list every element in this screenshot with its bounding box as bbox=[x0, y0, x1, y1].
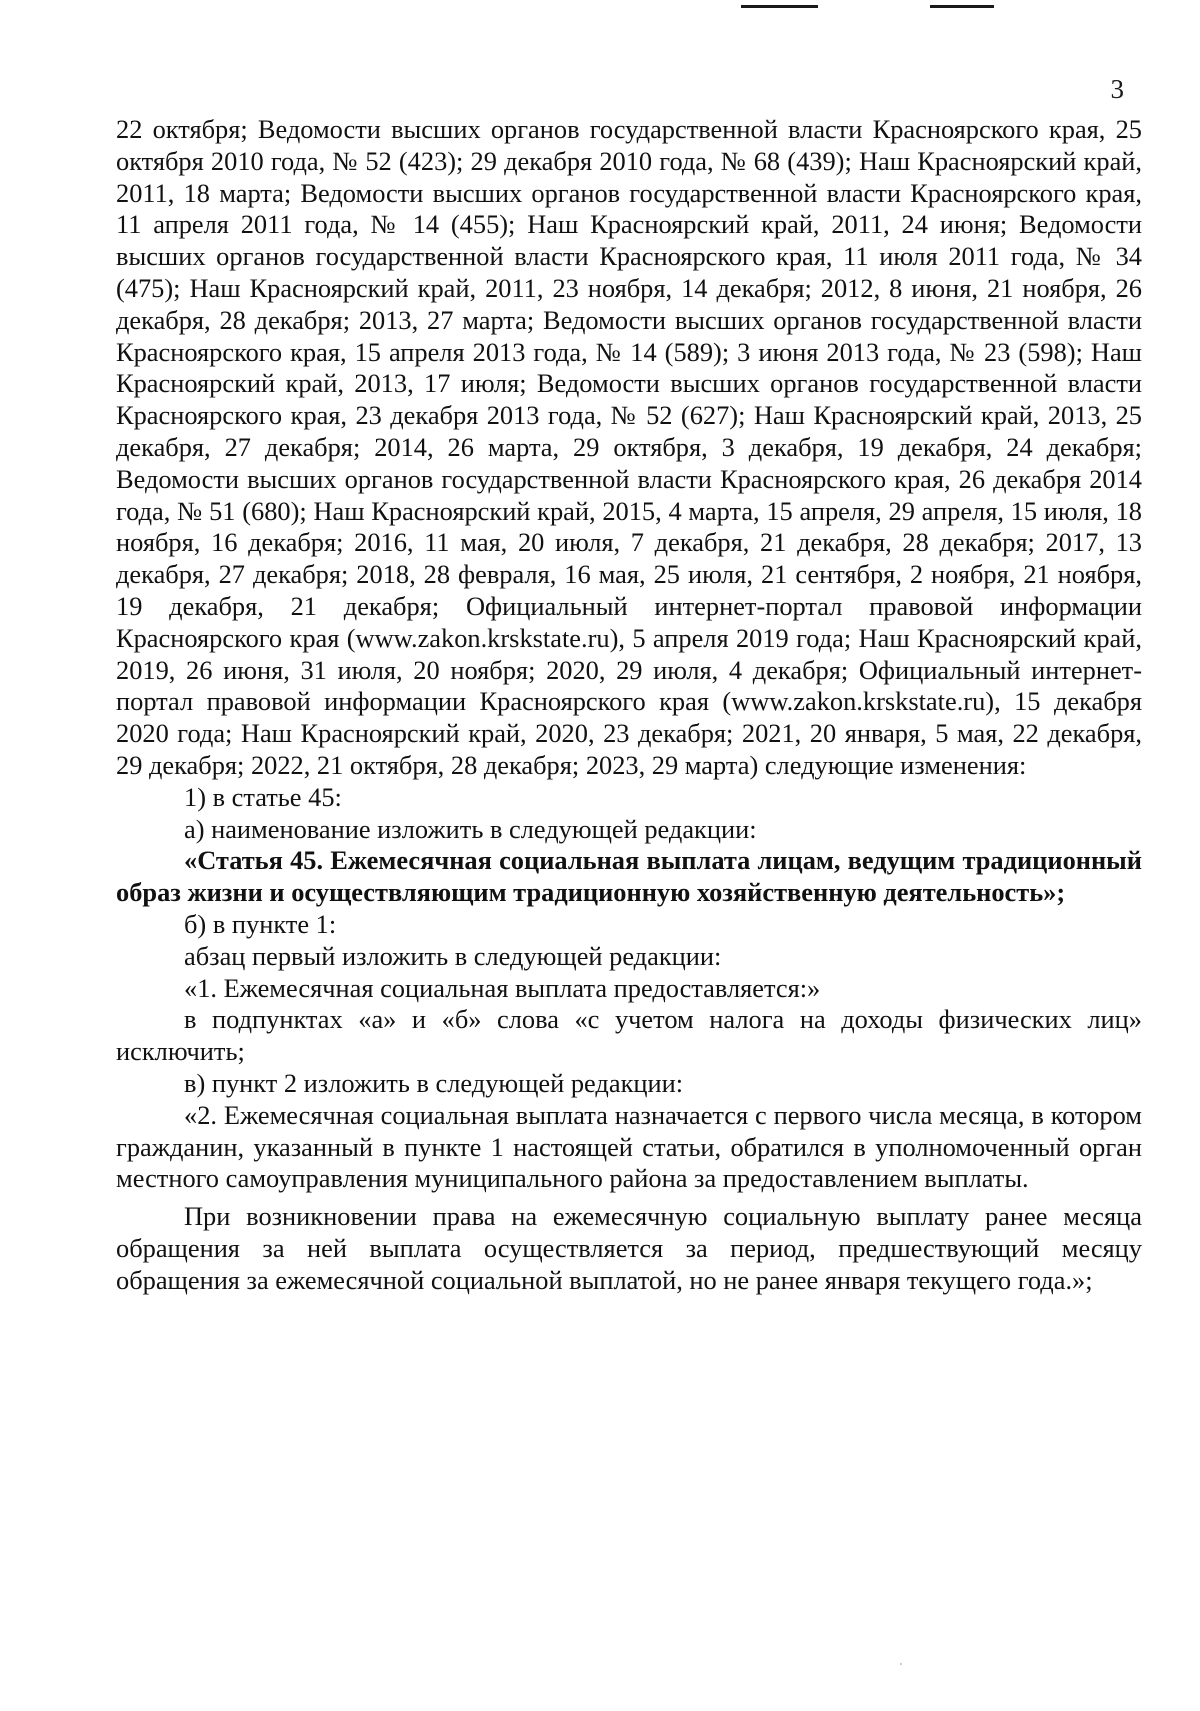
paragraph-right-arises: При возникновении права на ежемесячную социальную выплату ранее месяца обращения за ней выплата осуществляется за период, предшествующий месяцу обращения за ежемесячной социальной выплатой, но не ранее января текущего года.»; bbox=[116, 1201, 1142, 1295]
paragraph-name-change: а) наименование изложить в следующей редакции: bbox=[184, 813, 757, 844]
paragraph-publication-sources: 22 октября; Ведомости высших органов государственной власти Красноярского края, 25 октября 2010 года, № 52 (423); 29 декабря 2010 года, № 68 (439); Наш Красноярский край, 2011, 18 марта; Ведомости высших органов государственной власти Красноярского края, 11 апреля 2011 года, № 14 (455); Наш Красноярский край, 2011, 24 июня; Ведомости высших органов государственной власти Красноярского края, 11 июля 2011 года, № 34 (475); Наш Красноярский край, 2011, 23 ноября, 14 декабря; 2012, 8 июня, 21 ноября, 26 декабря, 28 декабря; 2013, 27 марта; Ведомости высших органов государственной власти Красноярского края, 15 апреля 2013 года, № 14 (589); 3 июня 2013 года, № 23 (598); Наш Красноярский край, 2013, 17 июля; Ведомости высших органов государственной власти Красноярского края, 23 декабря 2013 года, № 52 (627); Наш Красноярский край, 2013, 25 декабря, 27 декабря; 2014, 26 марта, 29 октября, 3 декабря, 19 декабря, 24 декабря; Ведомости высших органов государственной власти Красноярского края, 26 декабря 2014 года, № 51 (680); Наш Красноярский край, 2015, 4 марта, 15 апреля, 29 апреля, 15 июля, 18 ноября, 16 декабря; 2016, 11 мая, 20 июля, 7 декабря, 21 декабря, 28 декабря; 2017, 13 декабря, 27 декабря; 2018, 28 февраля, 16 мая, 25 июля, 21 сентября, 2 ноября, 21 ноября, 19 декабря, 21 декабря; Официальный интернет-портал правовой информации Красноярского края (www.zakon.krskstate.ru), 5 апреля 2019 года; Наш Красноярский край, 2019, 26 июня, 31 июля, 20 ноября; 2020, 29 июля, 4 декабря; Официальный интернет-портал правовой информации Красноярского края (www.zakon.krskstate.ru), 15 декабря 2020 года; Наш Красноярский край, 2020, 23 декабря; 2021, 20 января, 5 мая, 22 декабря, 29 декабря; 2022, 21 октября, 28 декабря; 2023, 29 марта) следующие изменения: bbox=[116, 114, 1142, 780]
paragraph-quote-point-2: «2. Ежемесячная социальная выплата назначается с первого числа месяца, в котором гражданин, указанный в пункте 1 настоящей статьи, обратился в уполномоченный орган местного самоуправления муниципального района за предоставлением выплаты. bbox=[116, 1099, 1142, 1194]
paragraph-subpoints-a-b: в подпунктах «а» и «б» слова «с учетом налога на доходы физических лиц» исключить; bbox=[116, 1004, 1142, 1067]
top-edge-marks bbox=[0, 0, 1200, 12]
top-mark-left bbox=[741, 5, 818, 8]
document-body bbox=[116, 114, 1142, 1296]
page-number: 3 bbox=[1110, 74, 1124, 104]
paragraph-first-abzac: абзац первый изложить в следующей редакции: bbox=[184, 940, 722, 971]
paragraph-point-1: б) в пункте 1: bbox=[184, 908, 337, 939]
paragraph-quote-point-1: «1. Ежемесячная социальная выплата предоставляется:» bbox=[184, 972, 821, 1003]
paragraph-point-2: в) пункт 2 изложить в следующей редакции: bbox=[184, 1067, 684, 1098]
scan-dot-artifact bbox=[900, 1663, 902, 1665]
top-mark-right bbox=[930, 5, 994, 8]
article-45-heading: «Статья 45. Ежемесячная социальная выплата лицам, ведущим традиционный образ жизни и осуществляющим традиционную хозяйственную деятельность»; bbox=[116, 845, 1142, 908]
paragraph-article-45: 1) в статье 45: bbox=[184, 781, 342, 812]
